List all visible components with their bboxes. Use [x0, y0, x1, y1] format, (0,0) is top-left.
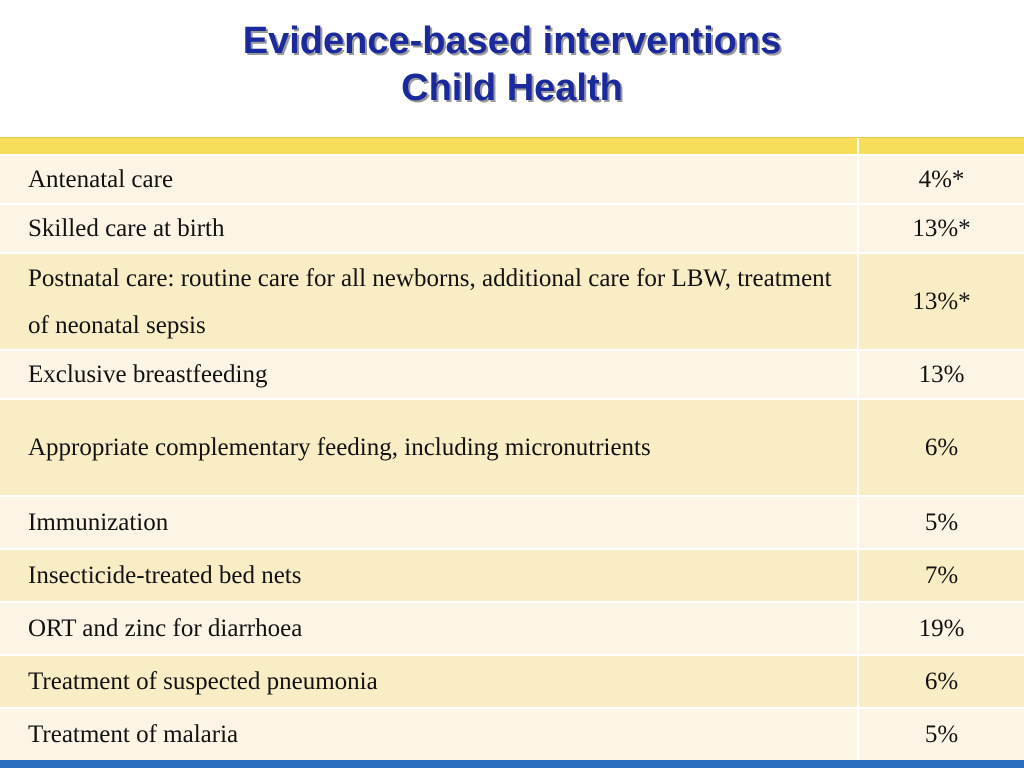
table-row — [0, 709, 1024, 762]
value-cell: 19% — [918, 614, 965, 642]
intervention-cell: Exclusive breastfeeding — [0, 351, 859, 398]
intervention-cell: ORT and zinc for diarrhoea — [0, 603, 859, 654]
slide-title — [0, 18, 1024, 112]
header-cell-intervention — [0, 138, 859, 154]
value-cell: 6% — [924, 433, 959, 461]
intervention-cell: Immunization — [0, 497, 859, 548]
table-row — [0, 550, 1024, 603]
value-cell: 4%* — [918, 165, 965, 193]
table-row — [0, 656, 1024, 709]
value-cell: 5% — [924, 720, 959, 748]
value-cell: 13%* — [912, 287, 971, 315]
intervention-cell: Skilled care at birth — [0, 205, 859, 252]
bottom-accent-bar — [0, 760, 1024, 768]
table-row — [0, 400, 1024, 497]
table-row — [0, 603, 1024, 656]
title-line-1: Evidence-based interventions — [242, 20, 782, 62]
table-row — [0, 205, 1024, 254]
value-cell: 13%* — [912, 214, 971, 242]
value-cell: 13% — [918, 360, 965, 388]
header-cell-value — [859, 138, 1024, 154]
intervention-cell: Treatment of malaria — [0, 709, 859, 760]
intervention-cell: Appropriate complementary feeding, including micronutrients — [0, 400, 859, 495]
intervention-cell: Insecticide-treated bed nets — [0, 550, 859, 601]
table-row — [0, 156, 1024, 205]
intervention-cell: Antenatal care — [0, 156, 859, 203]
table-row — [0, 254, 1024, 351]
value-cell: 6% — [924, 667, 959, 695]
intervention-cell: Postnatal care: routine care for all newborns, additional care for LBW, treatment of neonatal sepsis — [0, 254, 859, 349]
intervention-cell: Treatment of suspected pneumonia — [0, 656, 859, 707]
value-cell: 5% — [924, 508, 959, 536]
table-header-row — [0, 137, 1024, 156]
table-row — [0, 351, 1024, 400]
interventions-table — [0, 137, 1024, 762]
table-row — [0, 497, 1024, 550]
title-line-2: Child Health — [401, 67, 623, 109]
value-cell: 7% — [924, 561, 959, 589]
